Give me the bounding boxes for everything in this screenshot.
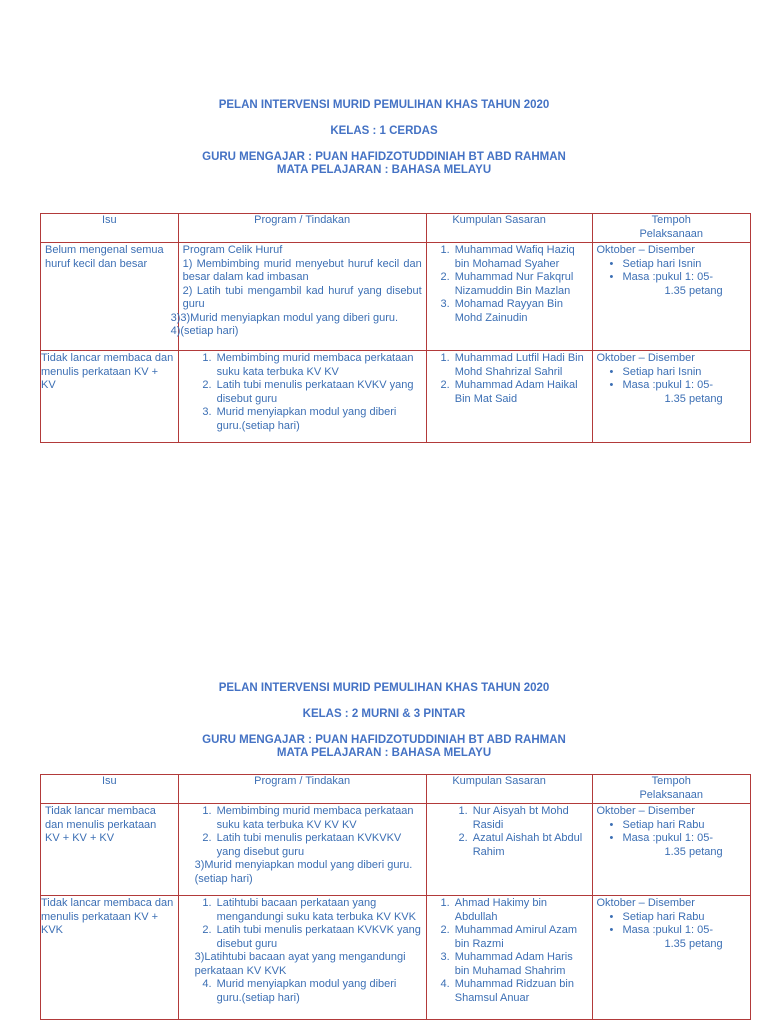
- schedule-time: 1.35 petang: [664, 845, 723, 858]
- student-item: 1. Ahmad Hakimy bin Abdullah: [453, 897, 588, 924]
- section2-title: PELAN INTERVENSI MURID PEMULIHAN KHAS TAHUN 2020: [218, 682, 550, 694]
- schedule-item: • Masa :pukul 1: 05-: [623, 832, 747, 846]
- program-step: 1. Membimbing murid membaca perkataan suku kata terbuka KV KV KV: [215, 805, 422, 832]
- program-step: 2. Latih tubi menulis perkataan KVKV yang disebut guru: [215, 379, 422, 406]
- schedule-item: • Setiap hari Isnin: [623, 366, 747, 380]
- schedule-time: 1.35 petang: [664, 284, 723, 297]
- section1-teacher: GURU MENGAJAR : PUAN HAFIDZOTUDDINIAH BT ABD RAHMAN: [202, 151, 566, 163]
- header-isu: Isu: [41, 214, 179, 243]
- student-item: 2. Azatul Aishah bt Abdul Rahim: [471, 832, 588, 859]
- program-step: 1. Membimbing murid membaca perkataan suku kata terbuka KV KV: [215, 352, 422, 379]
- student-item: 1. Muhammad Wafiq Haziq bin Mohamad Syaher: [453, 244, 588, 271]
- header-tempoh: Tempoh Pelaksanaan: [592, 214, 751, 243]
- table-header-row: [41, 214, 751, 243]
- program-step: 1. Latihtubi bacaan perkataan yang mengandungi suku kata terbuka KV KVK: [215, 897, 422, 924]
- issue-cell: Tidak lancar membaca dan menulis perkataan KV + KV + KV: [41, 804, 179, 896]
- header-isu: Isu: [41, 775, 179, 804]
- student-item: 4. Muhammad Ridzuan bin Shamsul Anuar: [453, 978, 588, 1005]
- program-step: 2. Latih tubi menulis perkataan KVKVKV yang disebut guru: [215, 832, 422, 859]
- section1-table: [40, 213, 751, 443]
- program-step: 3)Murid menyiapkan modul yang diberi guru.(setiap hari): [194, 859, 413, 885]
- students-cell: [426, 804, 592, 896]
- issue-cell: Tidak lancar membaca dan menulis perkataan KV + KV: [41, 351, 179, 443]
- student-item: 2. Muhammad Nur Fakqrul Nizamuddin Bin Mazlan: [453, 271, 588, 298]
- schedule-time: 1.35 petang: [664, 392, 723, 405]
- issue-cell: Tidak lancar membaca dan menulis perkataan KV + KVK: [41, 896, 179, 1020]
- student-item: 1. Nur Aisyah bt Mohd Rasidi: [471, 805, 588, 832]
- program-step: 2) Latih tubi mengambil kad huruf yang disebut guru: [182, 284, 422, 310]
- program-step: 4. Murid menyiapkan modul yang diberi guru.(setiap hari): [215, 978, 422, 1005]
- student-item: 2. Muhammad Amirul Azam bin Razmi: [453, 924, 588, 951]
- schedule-item: • Setiap hari Isnin: [623, 258, 747, 272]
- program-step: 4)(setiap hari): [170, 325, 239, 337]
- program-step: 1) Membimbing murid menyebut huruf kecil dan besar dalam kad imbasan: [182, 257, 422, 283]
- period-cell: [592, 804, 751, 896]
- student-item: 3. Muhammad Adam Haris bin Muhamad Shahrim: [453, 951, 588, 978]
- section1-subject: MATA PELAJARAN : BAHASA MELAYU: [276, 164, 492, 176]
- period-range: Oktober – Disember: [596, 805, 695, 817]
- section2-class: KELAS : 2 MURNI & 3 PINTAR: [302, 708, 466, 720]
- period-range: Oktober – Disember: [596, 244, 695, 256]
- students-cell: [426, 896, 592, 1020]
- section1-title: PELAN INTERVENSI MURID PEMULIHAN KHAS TAHUN 2020: [218, 99, 550, 111]
- students-cell: [426, 243, 592, 351]
- table-row: [41, 243, 751, 351]
- period-range: Oktober – Disember: [596, 352, 695, 364]
- schedule-time: 1.35 petang: [664, 937, 723, 950]
- section2-table: [40, 774, 751, 1020]
- section1-class: KELAS : 1 CERDAS: [330, 125, 438, 137]
- program-step: 3)Latihtubi bacaan ayat yang mengandungi perkataan KV KVK: [194, 951, 406, 977]
- header-kumpulan: Kumpulan Sasaran: [426, 775, 592, 804]
- program-cell: [178, 896, 426, 1020]
- header-tempoh: Tempoh Pelaksanaan: [592, 775, 751, 804]
- students-cell: [426, 351, 592, 443]
- student-item: 2. Muhammad Adam Haikal Bin Mat Said: [453, 379, 588, 406]
- program-cell: [170, 243, 426, 351]
- table-row: [41, 804, 751, 896]
- period-range: Oktober – Disember: [596, 897, 695, 909]
- period-cell: [592, 896, 751, 1020]
- program-cell: [178, 804, 426, 896]
- header-program: Program / Tindakan: [178, 214, 426, 243]
- period-cell: [592, 351, 751, 443]
- program-title: Program Celik Huruf: [182, 244, 283, 256]
- schedule-item: • Setiap hari Rabu: [623, 819, 747, 833]
- issue-cell: Belum mengenal semua huruf kecil dan besar: [41, 243, 179, 351]
- header-program: Program / Tindakan: [178, 775, 426, 804]
- section2-subject: MATA PELAJARAN : BAHASA MELAYU: [276, 747, 492, 759]
- table-row: [41, 351, 751, 443]
- header-kumpulan: Kumpulan Sasaran: [426, 214, 592, 243]
- table-header-row: [41, 775, 751, 804]
- table-row: [41, 896, 751, 1020]
- period-cell: [592, 243, 751, 351]
- program-cell: [178, 351, 426, 443]
- program-step: 3)3)Murid menyiapkan modul yang diberi guru.: [170, 311, 399, 324]
- schedule-item: • Masa :pukul 1: 05-: [623, 271, 747, 285]
- student-item: 3. Mohamad Rayyan Bin Mohd Zainudin: [453, 298, 588, 325]
- schedule-item: • Setiap hari Rabu: [623, 911, 747, 925]
- section2-teacher: GURU MENGAJAR : PUAN HAFIDZOTUDDINIAH BT ABD RAHMAN: [202, 734, 566, 746]
- program-step: 2. Latih tubi menulis perkataan KVKVK yang disebut guru: [215, 924, 422, 951]
- program-step: 3. Murid menyiapkan modul yang diberi guru.(setiap hari): [215, 406, 422, 433]
- schedule-item: • Masa :pukul 1: 05-: [623, 924, 747, 938]
- student-item: 1. Muhammad Lutfil Hadi Bin Mohd Shahrizal Sahril: [453, 352, 588, 379]
- schedule-item: • Masa :pukul 1: 05-: [623, 379, 747, 393]
